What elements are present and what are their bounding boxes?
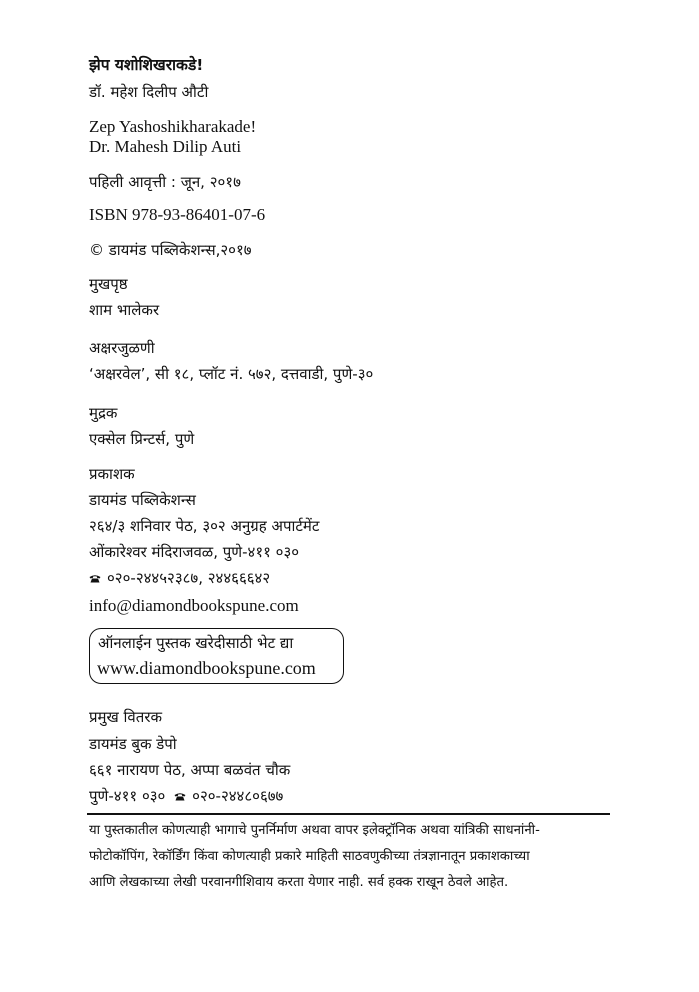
copyright: © डायमंड पब्लिकेशन्स,२०१७ [89,241,252,259]
disclaimer-line-2: फोटोकॉपिंग, रेकॉर्डिंग किंवा कोणत्याही प्रकारे माहिती साठवणुकीच्या तंत्रज्ञानातून प्रकाशकाच्या [89,849,530,864]
printer-label: मुद्रक [89,404,118,422]
marathi-author: डॉ. महेश दिलीप औटी [89,83,209,101]
cover-label: मुखपृष्ठ [89,275,128,293]
distributor-label: प्रमुख वितरक [89,708,162,726]
typesetting-value: ‘अक्षरवेल’, सी १८, प्लॉट नं. ५७२, दत्तवाडी, पुणे-३० [89,365,374,383]
website-link[interactable]: www.diamondbookspune.com [97,658,316,678]
publisher-phone-line [89,568,270,588]
publisher-label: प्रकाशक [89,465,135,483]
isbn: ISBN 978-93-86401-07-6 [89,205,266,224]
publisher-phone: ०२०-२४४५२३८७, २४४६६६४२ [107,569,271,587]
english-title: Zep Yashoshikharakade! [89,117,257,136]
publisher-address-2: ओंकारेश्वर मंदिराजवळ, पुणे-४११ ०३० [89,543,300,561]
publisher-address-1: २६४/३ शनिवार पेठ, ३०२ अनुग्रह अपार्टमेंट [89,517,320,535]
telephone-icon [89,574,101,583]
edition-info: पहिली आवृत्ती : जून, २०१७ [89,173,241,191]
divider-rule [87,813,610,815]
disclaimer-line-3: आणि लेखकाच्या लेखी परवानगीशिवाय करता येणार नाही. सर्व हक्क राखून ठेवले आहेत. [89,875,509,890]
telephone-icon [174,792,186,801]
english-author: Dr. Mahesh Dilip Auti [89,137,242,156]
distributor-address: ६६१ नारायण पेठ, अप्पा बळवंत चौक [89,761,291,779]
marathi-title: झेप यशोशिखराकडे! [89,56,204,74]
online-purchase-box [89,628,344,684]
distributor-city: पुणे-४११ ०३० [89,787,166,805]
typesetting-label: अक्षरजुळणी [89,339,155,357]
publisher-name: डायमंड पब्लिकेशन्स [89,491,196,509]
rights-disclaimer [89,818,613,896]
online-purchase-text: ऑनलाईन पुस्तक खरेदीसाठी भेट द्या [98,634,294,652]
distributor-city-phone [89,786,283,806]
distributor-name: डायमंड बुक डेपो [89,735,177,753]
distributor-phone: ०२०-२४४८०६७७ [192,787,284,805]
disclaimer-line-1: या पुस्तकातील कोणत्याही भागाचे पुनर्निर्माण अथवा वापर इलेक्ट्रॉनिक अथवा यांत्रिकी साधनांनी- [89,823,540,838]
publisher-email[interactable]: info@diamondbookspune.com [89,596,299,615]
cover-artist: शाम भालेकर [89,301,160,319]
printer-value: एक्सेल प्रिन्टर्स, पुणे [89,430,195,448]
